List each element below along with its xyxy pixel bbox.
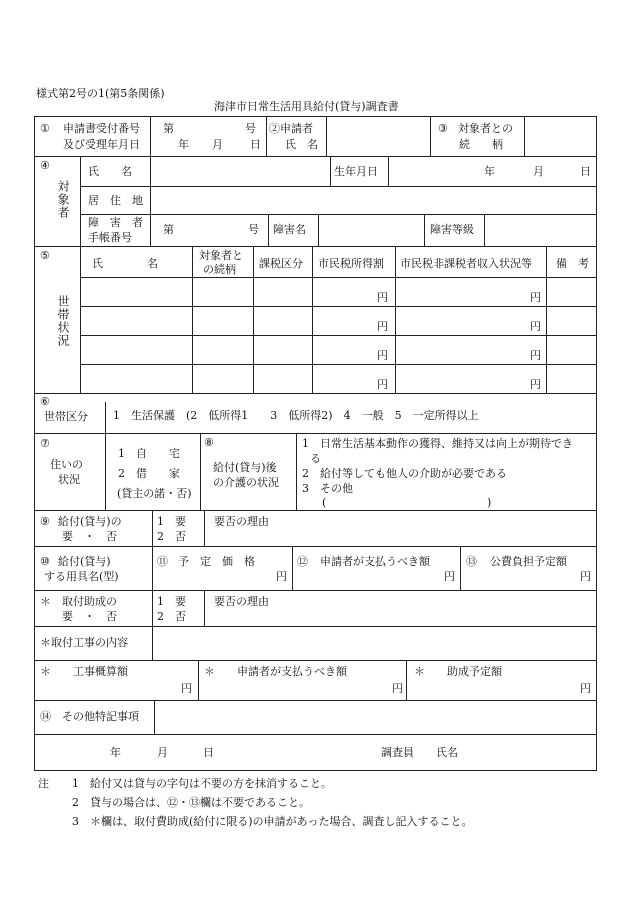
col-divider [406, 660, 407, 700]
disability-name-field[interactable] [320, 216, 422, 244]
device-label-2: する用具名(型) [44, 570, 119, 583]
col-divider [388, 156, 389, 186]
col-divider [152, 546, 153, 590]
care-option-1b: る [310, 452, 321, 465]
col-divider [150, 156, 151, 246]
row5-number: ⑦ [40, 437, 50, 450]
housing-own[interactable]: 1 自 宅 [118, 447, 180, 460]
col-divider [326, 116, 327, 156]
col-divider [80, 246, 81, 393]
note-prefix: 注 [38, 777, 49, 790]
install-work-field[interactable] [154, 628, 595, 658]
household-col-note: 備 考 [556, 257, 589, 270]
page-title: 海津市日常生活用具給付(貸与)調査書 [214, 100, 399, 113]
housing-label-2: 状況 [58, 473, 80, 486]
row-divider [80, 364, 597, 365]
relationship-number: ③ [438, 122, 448, 135]
grant-yes[interactable]: 1 要 [157, 515, 186, 528]
name-label: 氏 名 [88, 165, 132, 178]
birthdate-label: 生年月日 [334, 165, 378, 178]
subject-vertical-label: 対象者 [56, 180, 70, 219]
form-number: 様式第2号の1(第5条関係) [36, 87, 165, 100]
income-yen-4: 円 [377, 378, 388, 391]
install-payment-yen: 円 [392, 682, 403, 695]
handbook-number-label: 手帳番号 [88, 231, 132, 244]
install-reason-label: 要否の理由 [214, 595, 269, 608]
col-divider [524, 116, 525, 156]
handbook-dai-label: 第 [163, 223, 174, 236]
day-label: 日 [250, 138, 261, 151]
special-notes-label: その他特記事項 [62, 710, 139, 723]
care-other-open: ( [322, 496, 327, 509]
col-divider [200, 433, 201, 510]
row1-number: ① [40, 122, 50, 135]
row-divider [34, 700, 597, 701]
housing-label: 住いの [50, 458, 83, 471]
row-divider [34, 546, 597, 547]
nontax-yen-2: 円 [530, 320, 541, 333]
year-label: 年 [178, 138, 189, 151]
col-divider [430, 116, 431, 156]
housing-rent[interactable]: 2 借 家 [118, 467, 180, 480]
income-yen-2: 円 [377, 320, 388, 333]
grant-amount-yen: 円 [580, 682, 591, 695]
row-divider [34, 433, 597, 434]
handbook-label: 障 害 者 [88, 216, 143, 229]
row-divider [80, 214, 597, 215]
col-divider [318, 214, 319, 246]
grant-decision-label-2: 要 ・ 否 [62, 530, 117, 543]
estimate-yen: 円 [181, 682, 192, 695]
subject-name-field[interactable] [152, 158, 328, 184]
install-decision-label-2: 要 ・ 否 [62, 610, 117, 623]
handbook-go-label: 号 [248, 223, 259, 236]
nontax-yen-3: 円 [530, 349, 541, 362]
birth-day-label: 日 [580, 165, 591, 178]
col-divider [296, 433, 297, 510]
row2-number: ④ [40, 159, 50, 172]
receipt-number-label: 申請書受付番号 [63, 122, 140, 135]
col-divider [312, 246, 313, 393]
install-work-label: ＊取付工事の内容 [40, 636, 128, 649]
col-divider [424, 214, 425, 246]
birth-month-label: 月 [533, 165, 544, 178]
price-number: ⑪ [157, 555, 168, 568]
row-divider [80, 335, 597, 336]
col-divider [266, 116, 267, 156]
device-label: 給付(貸与) [58, 555, 111, 568]
household-vertical-label: 世帯状況 [56, 295, 70, 347]
disability-grade-field[interactable] [486, 216, 595, 244]
applicant-text: 申請者 [280, 122, 313, 135]
col-divider [546, 246, 547, 393]
investigator-label: 調査員 氏名 [381, 746, 458, 759]
receipt-date-label: 及び受理年月日 [63, 138, 140, 151]
row7-number: ⑩ [40, 555, 50, 568]
col-divider [395, 246, 396, 393]
price-label: 予 定 価 格 [178, 555, 255, 568]
go-label: 号 [245, 122, 256, 135]
install-decision-label: ＊ 取付助成の [40, 595, 117, 608]
row4-number: ⑥ [40, 395, 50, 408]
row-divider [80, 277, 597, 278]
row-divider [34, 734, 597, 735]
install-yes[interactable]: 1 要 [157, 595, 186, 608]
note-3: 3 ＊欄は、取付費助成(給付に限る)の申請があった場合、調査し記入すること。 [72, 815, 473, 828]
applicant-name-field[interactable] [328, 118, 428, 154]
care-other-close: ) [487, 496, 492, 509]
col-divider [204, 510, 205, 546]
col-divider [460, 546, 461, 590]
income-yen-3: 円 [377, 349, 388, 362]
row8-number: ⑧ [204, 436, 214, 449]
grant-no[interactable]: 2 否 [157, 530, 186, 543]
public-number: ⑬ [466, 555, 477, 568]
care-option-1[interactable]: 1 日常生活基本動作の獲得、維持又は向上が期待でき [302, 437, 573, 450]
note-1: 1 給付又は貸与の字句は不要の方を抹消すること。 [72, 777, 332, 790]
public-label: 公費負担予定額 [490, 555, 567, 568]
payment-number: ⑫ [297, 555, 308, 568]
install-no[interactable]: 2 否 [157, 610, 186, 623]
col-divider [204, 590, 205, 626]
relationship-label: 対象者との [458, 122, 513, 135]
birth-year-label: 年 [484, 165, 495, 178]
row11-number: ⑭ [40, 710, 51, 723]
care-option-3[interactable]: 3 その他 [302, 482, 353, 495]
payment-label: 申請者が支払うべき額 [320, 555, 430, 568]
applicant-label [269, 123, 313, 134]
col-divider [105, 402, 106, 433]
care-label: 給付(貸与)後 [213, 461, 277, 474]
col-divider [105, 433, 106, 510]
household-class-label: 世帯区分 [44, 410, 88, 423]
household-col-name: 氏 名 [92, 257, 158, 270]
disability-name-label: 障害名 [273, 223, 306, 236]
col-divider [154, 700, 155, 734]
col-divider [152, 590, 153, 626]
col-divider [484, 214, 485, 246]
income-yen-1: 円 [377, 291, 388, 304]
row-divider [34, 510, 597, 511]
note-2: 2 貸与の場合は、⑫・⑬欄は不要であること。 [72, 796, 310, 809]
col-divider [152, 626, 153, 660]
relationship-label-2: 続 柄 [459, 138, 503, 151]
col-divider [80, 156, 81, 246]
row-divider [34, 246, 597, 247]
row-divider [34, 590, 597, 591]
sign-month: 月 [157, 746, 168, 759]
col-divider [152, 510, 153, 546]
special-notes-field[interactable] [156, 702, 595, 732]
housing-landlord[interactable]: (貸主の諾・否) [117, 487, 192, 500]
household-col-income: 市民税所得割 [318, 257, 384, 270]
install-payment-label: ＊ 申請者が支払うべき額 [204, 665, 347, 678]
public-yen: 円 [580, 570, 591, 583]
dai-label: 第 [163, 122, 174, 135]
row-divider [34, 393, 597, 394]
col-divider [268, 214, 269, 246]
row-divider [80, 186, 597, 187]
household-col-relation: 対象者と [199, 249, 243, 262]
nontax-yen-1: 円 [530, 291, 541, 304]
care-label-2: の介護の状況 [213, 476, 279, 489]
disability-grade-label: 障害等級 [430, 223, 474, 236]
col-divider [192, 246, 193, 393]
row3-number: ⑤ [40, 249, 50, 262]
row6-number: ⑨ [40, 515, 50, 528]
sign-year: 年 [110, 746, 121, 759]
col-divider [330, 156, 331, 186]
col-divider [253, 246, 254, 393]
applicant-name-label: 氏 名 [285, 138, 318, 151]
sign-day: 日 [203, 746, 214, 759]
col-divider [198, 660, 199, 700]
grant-decision-label: 給付(貸与)の [58, 515, 122, 528]
household-col-tax: 課税区分 [259, 257, 303, 270]
grant-reason-label: 要否の理由 [214, 515, 269, 528]
household-col-relation-2: の続柄 [203, 263, 236, 276]
relationship-field[interactable] [526, 118, 595, 154]
estimate-label: ＊ 工事概算額 [40, 665, 128, 678]
household-class-options[interactable]: 1 生活保護 (2 低所得1 3 低所得2) 4 一般 5 一定所得以上 [113, 409, 479, 422]
household-col-nontax: 市民税非課税者収入状況等 [400, 257, 532, 270]
care-option-2[interactable]: 2 給付等しても他人の介助が必要である [302, 467, 507, 480]
applicant-number: ② [269, 122, 280, 135]
row-divider [34, 626, 597, 627]
payment-yen: 円 [444, 570, 455, 583]
price-yen: 円 [276, 570, 287, 583]
address-field[interactable] [152, 188, 595, 212]
nontax-yen-4: 円 [530, 378, 541, 391]
row-divider [80, 306, 597, 307]
row-divider [34, 660, 597, 661]
col-divider [150, 116, 151, 156]
col-divider [292, 546, 293, 590]
row-divider [34, 156, 597, 157]
address-label: 居 住 地 [88, 194, 143, 207]
month-label: 月 [212, 138, 223, 151]
grant-amount-label: ＊ 助成予定額 [414, 665, 502, 678]
